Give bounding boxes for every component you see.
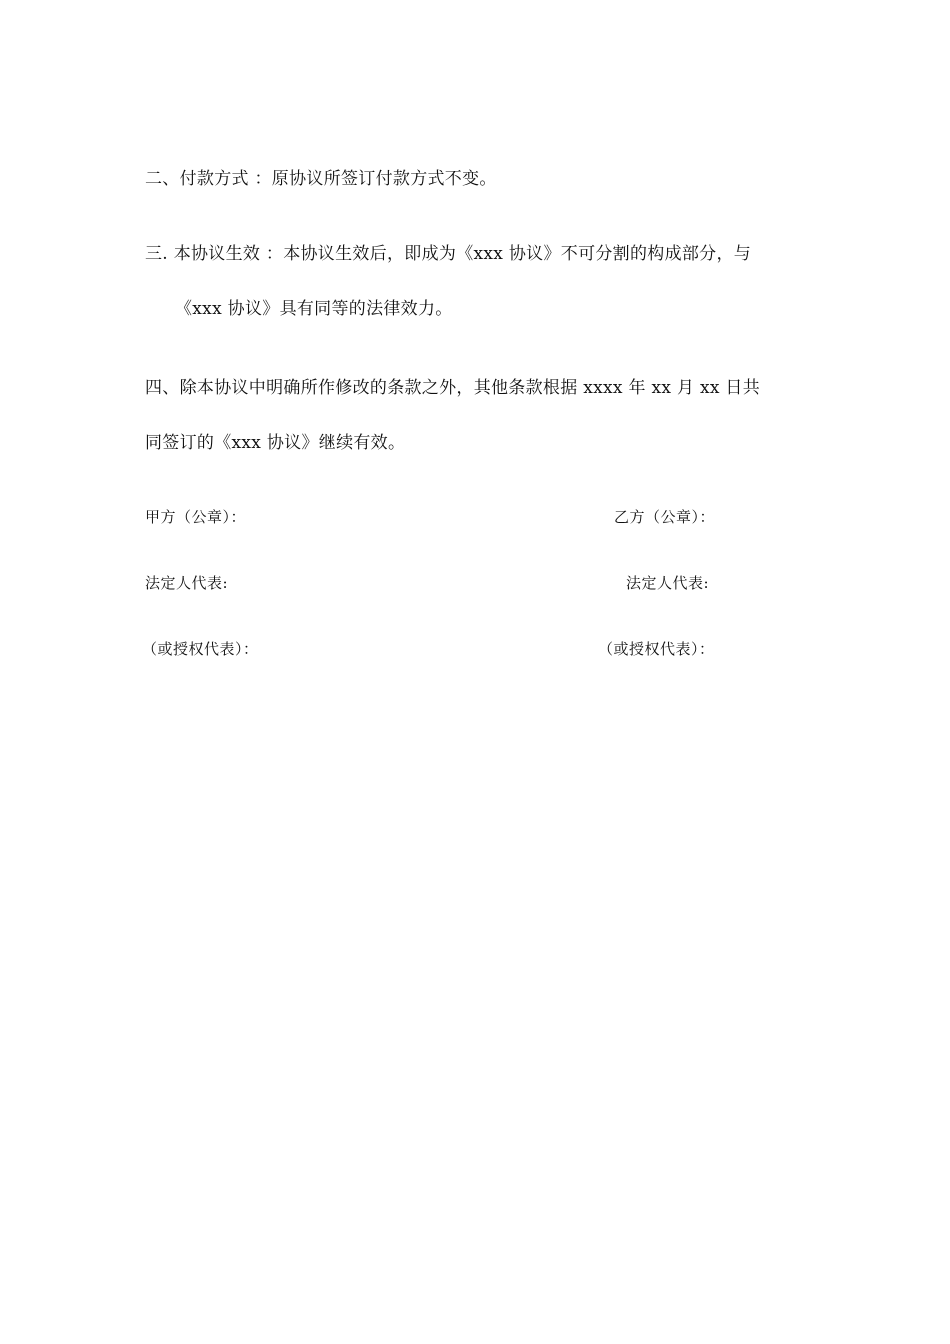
party-a-authorized-rep-label: （或授权代表）： — [142, 640, 259, 658]
clause-other-terms-line-1: 四、除本协议中明确所作修改的条款之外，其他条款根据 xxxx 年 xx 月 xx 日共 — [145, 378, 761, 398]
party-b-authorized-rep-label: （或授权代表）： — [598, 640, 715, 658]
clause-other-terms-line-2: 同签订的《xxx 协议》继续有效。 — [145, 433, 406, 453]
party-b-legal-rep-label: 法定人代表: — [626, 574, 710, 592]
party-b-seal-label: 乙方（公章）： — [614, 508, 716, 526]
party-a-seal-label: 甲方（公章）： — [145, 508, 247, 526]
clause-effectiveness-line-1: 三. 本协议生效 ：本协议生效后，即成为《xxx 协议》不可分割的构成部分，与 — [145, 244, 752, 264]
party-a-legal-rep-label: 法定人代表: — [145, 574, 229, 592]
clause-payment-method: 二、付款方式 ：原协议所签订付款方式不变。 — [145, 169, 497, 189]
clause-effectiveness-line-2: 《xxx 协议》具有同等的法律效力。 — [175, 299, 453, 319]
